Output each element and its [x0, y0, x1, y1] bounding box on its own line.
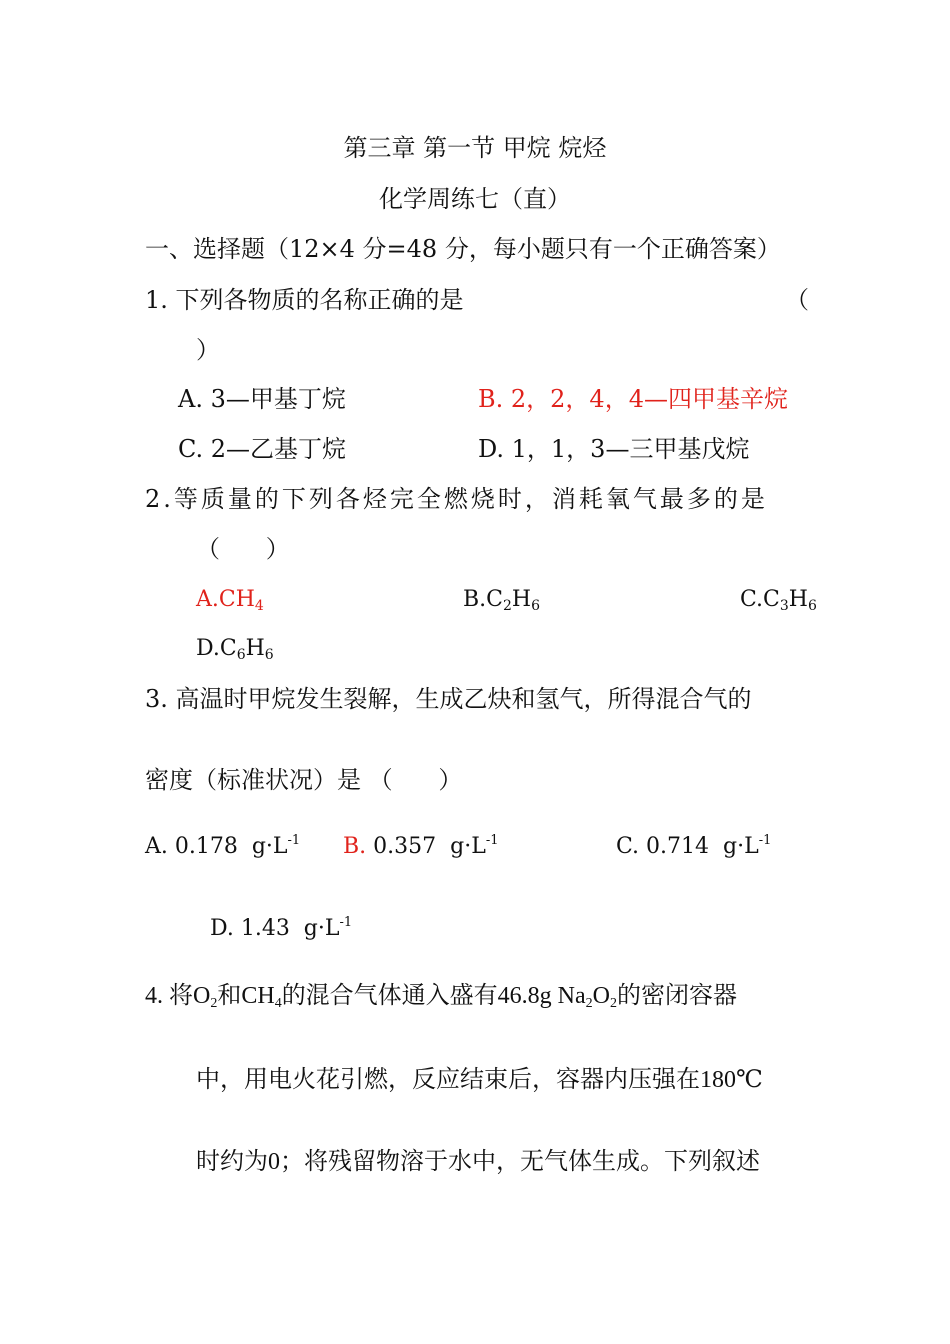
q4-stem-line1: [145, 981, 737, 1011]
q2-d-sub2: 6: [264, 647, 274, 663]
q2-b-sub2: 6: [531, 598, 541, 614]
q2-a-text: A.CH: [196, 587, 255, 612]
q4-l1-sub1: 2: [210, 996, 218, 1011]
q2-a-sub: 4: [254, 598, 264, 614]
q3-stem-line2: 密度（标准状况）是 （ ）: [145, 766, 463, 794]
q2-option-c: [740, 585, 817, 615]
q3-a-text: A. 0.178 g·L: [145, 834, 288, 859]
q3-b-sup: -1: [485, 833, 499, 848]
q3-a-sup: -1: [287, 833, 301, 848]
q2-c-sub2: 6: [807, 598, 817, 614]
q2-c-sub1: 3: [779, 598, 789, 614]
q3-d-text: D. 1.43 g·L: [210, 916, 340, 941]
q1-stem: 1. 下列各物质的名称正确的是: [145, 286, 464, 314]
q2-option-b: [463, 585, 540, 615]
q4-l1a: 4. 将O: [145, 983, 211, 1009]
q4-stem-line3: 时约为0；将残留物溶于水中，无气体生成。下列叙述: [196, 1149, 760, 1175]
q2-d-mid: H: [245, 636, 265, 661]
q3-c-sup: -1: [758, 833, 772, 848]
q3-d-sup: -1: [339, 915, 353, 930]
q2-b-text: B.C: [463, 587, 503, 612]
section-heading: 一、选择题（12×4 分=48 分，每小题只有一个正确答案）: [145, 235, 781, 263]
q2-b-sub1: 2: [503, 598, 512, 614]
q4-l1d: O: [592, 983, 611, 1009]
q2-c-mid: H: [788, 587, 808, 612]
q1-option-c: C. 2—乙基丁烷: [178, 435, 347, 463]
q4-l1-sub2: 4: [274, 996, 282, 1011]
q2-option-a: [196, 585, 264, 615]
q2-option-d: [196, 634, 274, 664]
q2-d-sub1: 6: [236, 647, 246, 663]
q2-paren: （ ）: [196, 535, 290, 563]
q3-option-c: [616, 832, 771, 862]
q3-b-label: B.: [343, 834, 367, 859]
q4-l1b: 和CH: [217, 983, 275, 1009]
q2-c-text: C.C: [740, 587, 780, 612]
q4-l1e: 的密闭容器: [617, 983, 738, 1009]
q3-c-text: C. 0.714 g·L: [616, 834, 759, 859]
page-subtitle: 化学周练七（直）: [379, 185, 571, 213]
q4-l1c: 的混合气体通入盛有46.8g Na: [281, 983, 586, 1009]
q1-paren-close: ）: [196, 336, 220, 364]
q3-option-a: [145, 832, 300, 862]
q4-l1-sub4: 2: [610, 996, 618, 1011]
q2-stem: 2.等质量的下列各烃完全燃烧时，消耗氧气最多的是: [145, 485, 768, 513]
q4-stem-line2: 中，用电火花引燃，反应结束后，容器内压强在180℃: [196, 1067, 763, 1093]
page-title: 第三章 第一节 甲烷 烷烃: [343, 134, 607, 162]
q2-b-mid: H: [511, 587, 532, 612]
q1-option-a: A. 3—甲基丁烷: [178, 385, 346, 413]
q1-option-b: B. 2，2，4，4—四甲基辛烷: [478, 385, 788, 413]
q3-stem-line1: 3. 高温时甲烷发生裂解，生成乙炔和氢气，所得混合气的: [145, 685, 752, 713]
q3-b-text: 0.357 g·L: [366, 834, 486, 859]
q4-l1-sub3: 2: [585, 996, 593, 1011]
q2-d-text: D.C: [196, 636, 237, 661]
q3-option-d: [210, 914, 352, 944]
q3-option-b: [343, 832, 499, 862]
q1-option-d: D. 1，1，3—三甲基戊烷: [478, 435, 750, 463]
q1-paren-open: （: [785, 286, 809, 314]
